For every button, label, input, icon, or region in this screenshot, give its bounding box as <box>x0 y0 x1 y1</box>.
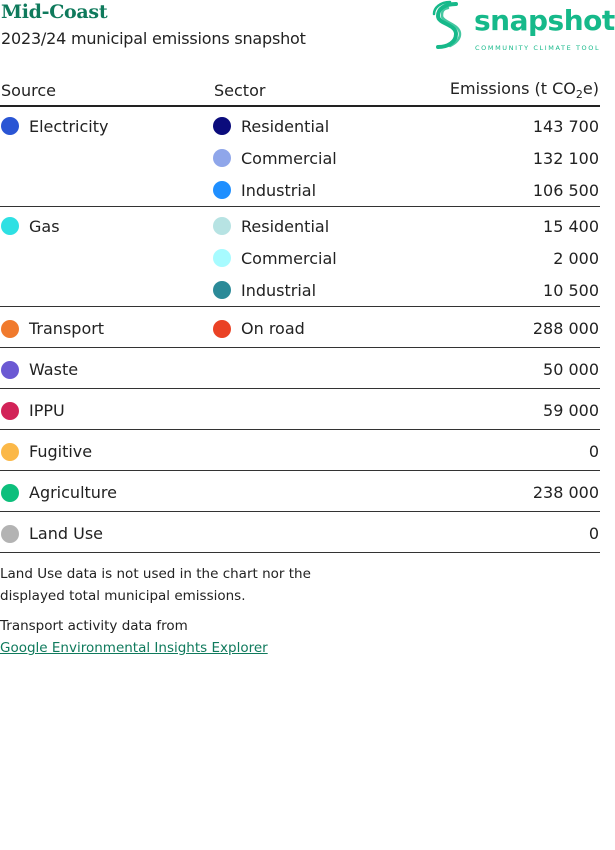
sector-color-dot <box>213 149 231 167</box>
table-row <box>0 348 600 389</box>
sector-cell <box>213 471 413 512</box>
source-cell <box>0 389 213 430</box>
sector-label: Commercial <box>241 148 337 168</box>
eie-link[interactable]: Google Environmental Insights Explorer <box>0 640 268 656</box>
sector-color-dot <box>213 181 231 199</box>
source-cell <box>0 471 213 512</box>
source-cell <box>0 242 213 274</box>
source-cell <box>0 348 213 389</box>
source-color-dot <box>1 402 19 420</box>
table-row <box>0 471 600 512</box>
transport-note <box>0 615 330 659</box>
snapshot-logo-icon <box>428 0 468 52</box>
source-label: Agriculture <box>29 483 117 502</box>
sector-cell <box>213 242 413 274</box>
emissions-value: 15 400 <box>543 216 599 236</box>
table-row <box>0 274 600 307</box>
emissions-value: 0 <box>413 512 600 553</box>
source-color-dot <box>1 320 19 338</box>
emissions-table <box>0 76 600 553</box>
emissions-value: 59 000 <box>413 389 600 430</box>
source-color-dot <box>1 525 19 543</box>
region-title: Mid-Coast <box>1 1 108 23</box>
logo-tagline: COMMUNITY CLIMATE TOOL <box>475 44 601 52</box>
emissions-value: 0 <box>413 430 600 471</box>
table-row <box>0 307 600 348</box>
table-body <box>0 106 600 553</box>
column-header-sector: Sector <box>213 76 413 106</box>
emissions-value: 143 700 <box>532 116 599 136</box>
emissions-value: 2 000 <box>553 248 599 268</box>
sector-cell <box>213 348 413 389</box>
column-header-emissions <box>413 76 600 106</box>
notes <box>0 563 600 659</box>
table-row <box>0 242 600 274</box>
sector-label: Residential <box>241 216 330 236</box>
source-cell <box>0 106 213 142</box>
source-label: IPPU <box>29 401 65 420</box>
sector-cell <box>213 142 413 174</box>
sector-label: On road <box>241 319 305 338</box>
sector-cell <box>213 174 413 207</box>
source-color-dot <box>1 217 19 235</box>
sector-color-dot <box>213 320 231 338</box>
emissions-value: 10 500 <box>413 274 600 307</box>
emissions-header-prefix: Emissions (t CO <box>449 79 576 99</box>
sector-cell <box>213 512 413 553</box>
source-label: Transport <box>29 319 105 338</box>
sector-label: Industrial <box>241 180 317 200</box>
source-label: Fugitive <box>29 442 93 461</box>
sector-color-dot <box>213 249 231 267</box>
source-cell <box>0 512 213 553</box>
source-cell <box>0 174 213 207</box>
sector-label: Commercial <box>241 248 337 268</box>
source-color-dot <box>1 484 19 502</box>
sector-cell <box>213 106 413 142</box>
source-cell <box>0 307 213 348</box>
source-color-dot <box>1 443 19 461</box>
table-row <box>0 174 600 207</box>
sector-color-dot <box>213 281 231 299</box>
emissions-value: 132 100 <box>532 148 599 168</box>
table-row <box>0 430 600 471</box>
emissions-header-suffix: e) <box>582 79 599 99</box>
source-color-dot <box>1 117 19 135</box>
source-label: Waste <box>29 360 79 379</box>
sector-cell <box>213 274 413 307</box>
sector-color-dot <box>213 117 231 135</box>
emissions-value: 288 000 <box>413 307 600 348</box>
source-label: Electricity <box>29 116 109 136</box>
snapshot-logo <box>428 0 615 56</box>
sector-color-dot <box>213 217 231 235</box>
source-label: Gas <box>29 216 60 236</box>
page-subtitle: 2023/24 municipal emissions snapshot <box>1 29 306 48</box>
table-row <box>0 207 600 243</box>
source-cell <box>0 274 213 307</box>
source-cell <box>0 207 213 243</box>
column-header-source: Source <box>0 76 213 106</box>
table-row <box>0 142 600 174</box>
table-row <box>0 389 600 430</box>
source-cell <box>0 430 213 471</box>
emissions-header-sub: 2 <box>575 88 583 102</box>
table-row <box>0 106 600 142</box>
sector-label: Residential <box>241 116 330 136</box>
emissions-value: 50 000 <box>413 348 600 389</box>
source-label: Land Use <box>29 524 103 543</box>
sector-cell <box>213 207 413 243</box>
emissions-value: 238 000 <box>413 471 600 512</box>
emissions-value: 106 500 <box>413 174 600 207</box>
header <box>0 0 615 70</box>
land-use-note: Land Use data is not used in the chart nor the displayed total municipal emissions. <box>0 566 311 604</box>
sector-label: Industrial <box>241 280 317 300</box>
sector-cell <box>213 430 413 471</box>
transport-note-text: Transport activity data from <box>0 618 188 634</box>
sector-cell <box>213 307 413 348</box>
sector-cell <box>213 389 413 430</box>
logo-wordmark: snapshot <box>474 4 615 37</box>
source-color-dot <box>1 361 19 379</box>
table-header-row <box>0 76 600 106</box>
table-row <box>0 512 600 553</box>
source-cell <box>0 142 213 174</box>
